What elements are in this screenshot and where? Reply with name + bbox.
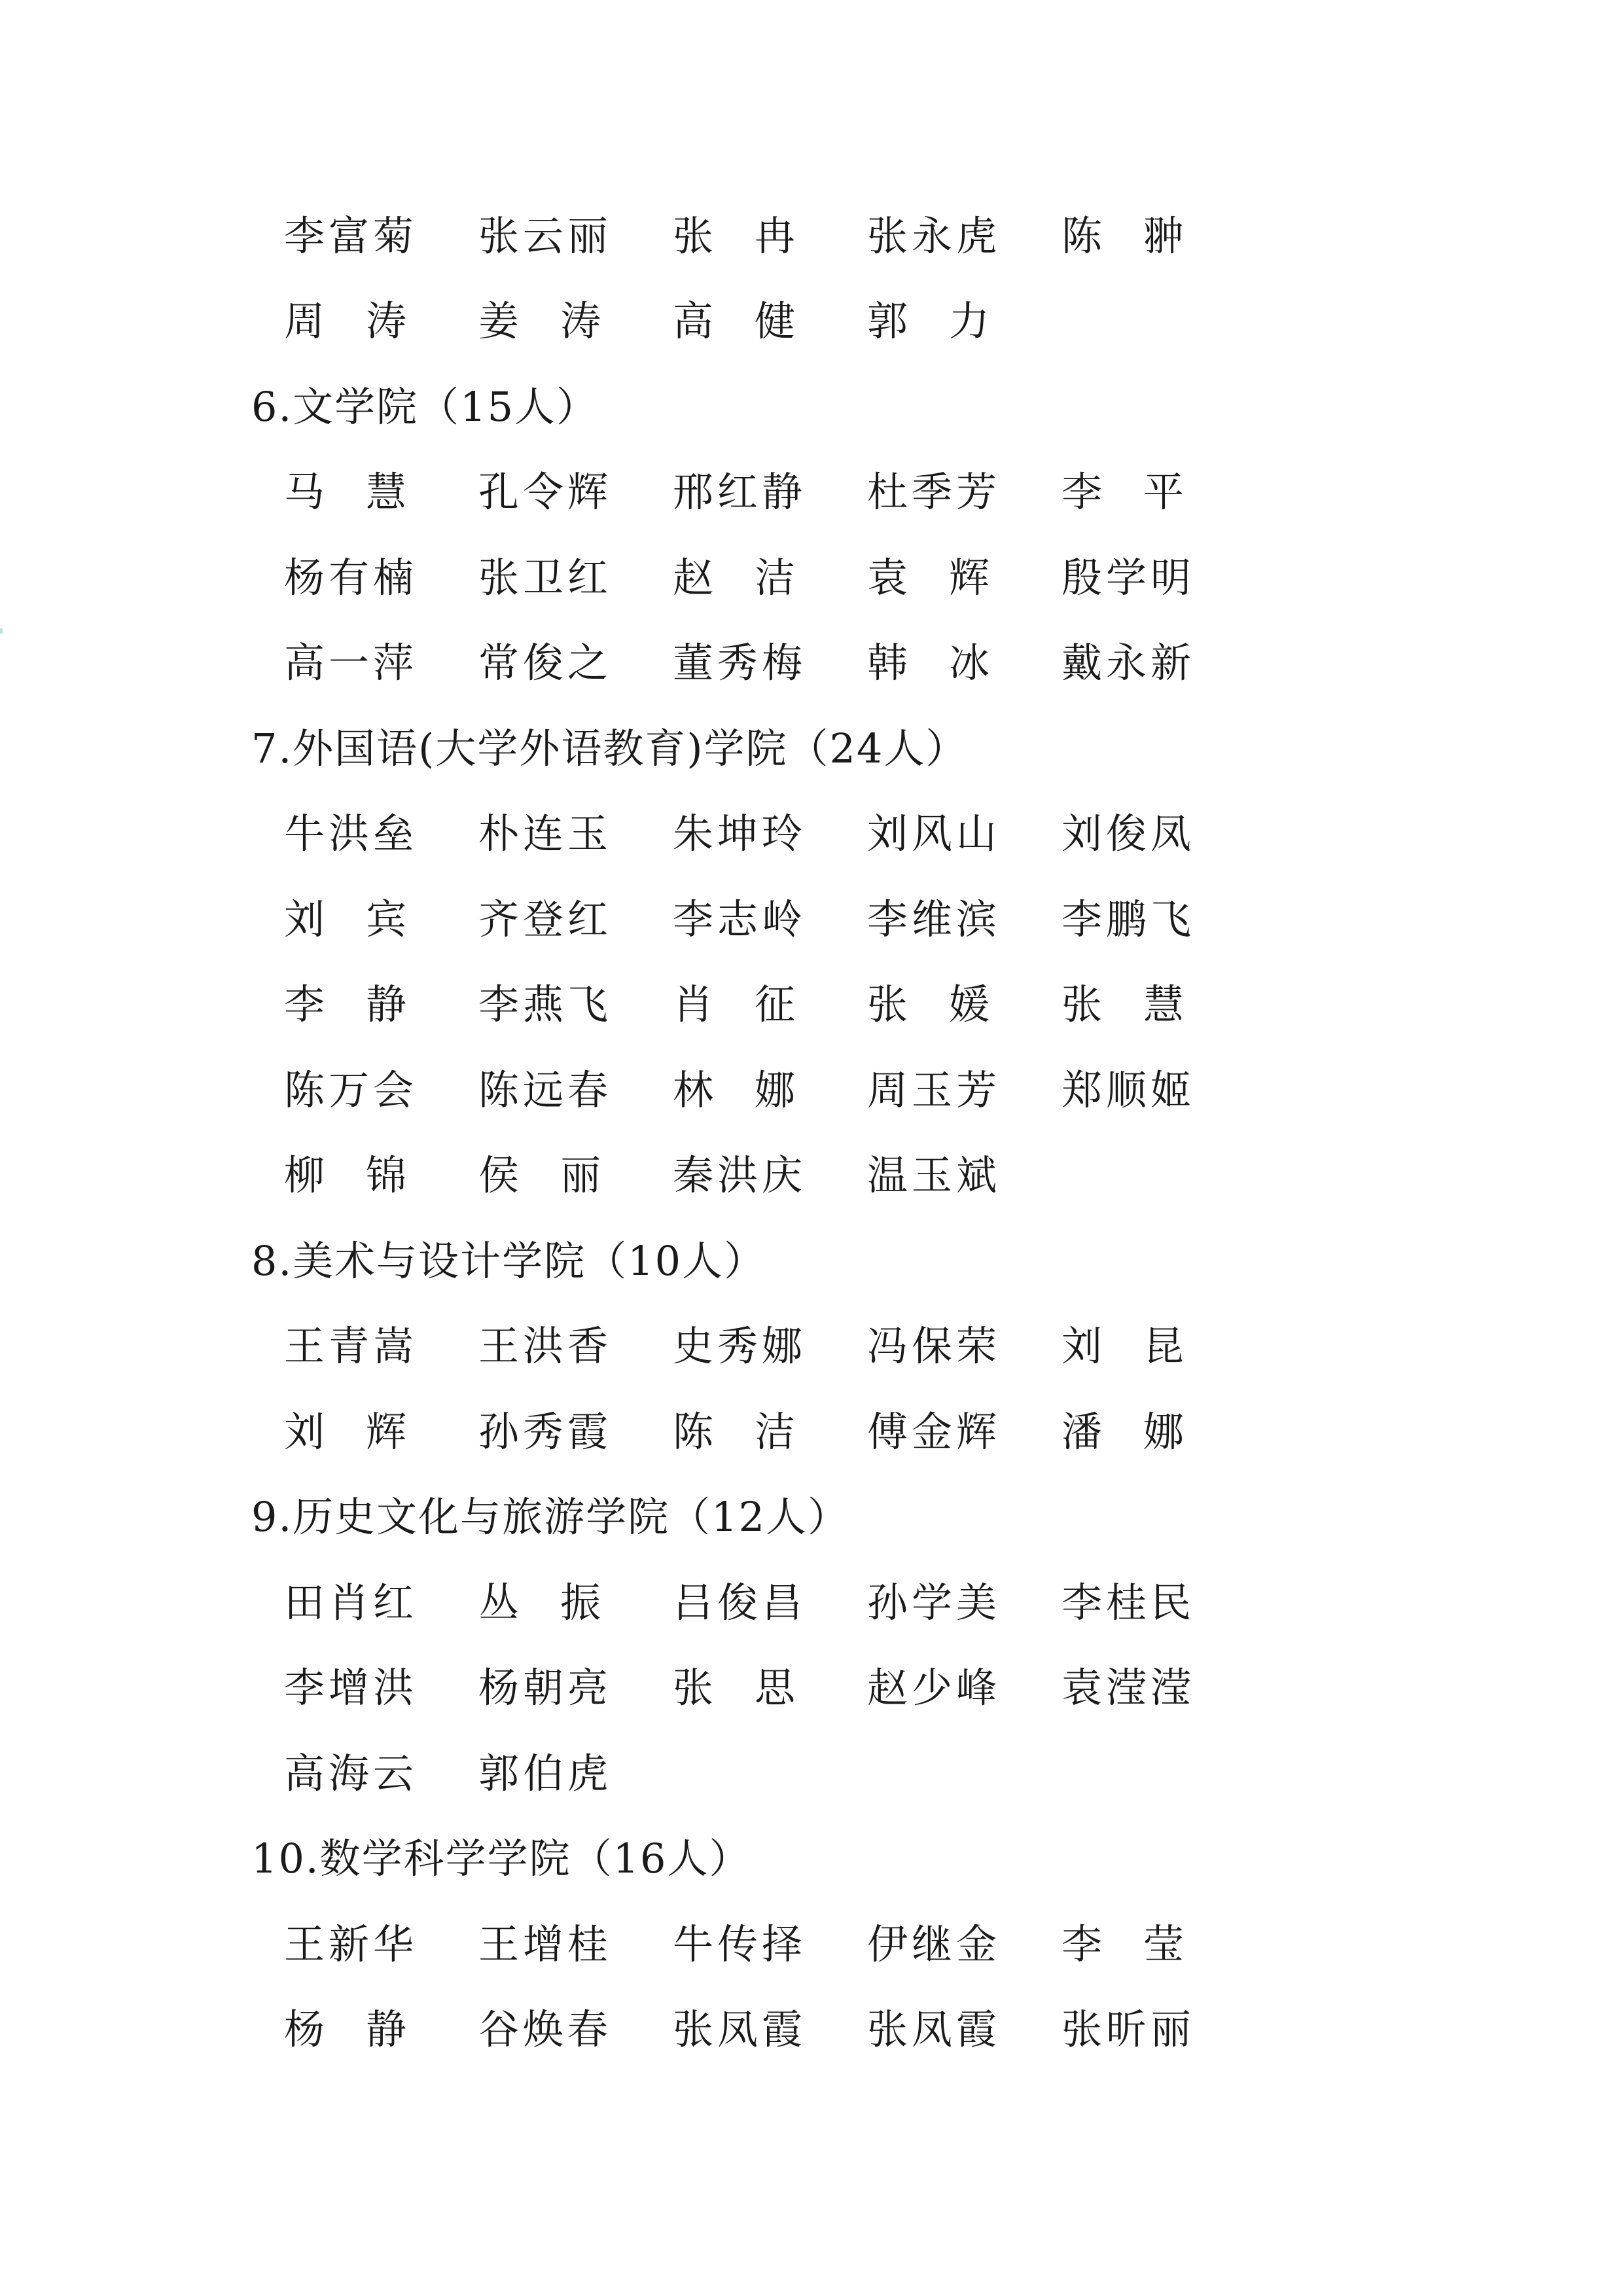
person-name: 田肖红 (284, 1578, 418, 1626)
person-name: 郭伯虎 (478, 1749, 613, 1797)
name-row (251, 1556, 1429, 1642)
person-name: 杜季芳 (867, 468, 1001, 516)
person-name: 孙秀霞 (478, 1407, 613, 1456)
person-name: 牛洪垒 (284, 810, 418, 858)
name-row (251, 1130, 1429, 1215)
person-name: 刘 昆 (1061, 1322, 1184, 1371)
person-name: 杨 静 (284, 2005, 406, 2054)
person-name: 邢红静 (673, 468, 807, 516)
person-name: 李志岭 (673, 895, 807, 943)
person-name: 杨朝亮 (478, 1664, 613, 1712)
person-name: 殷学明 (1061, 553, 1196, 601)
person-name: 张 思 (673, 1664, 795, 1712)
person-name: 张卫红 (478, 553, 613, 601)
person-name: 肖 征 (673, 980, 795, 1029)
person-name: 林 娜 (673, 1066, 795, 1114)
person-name: 傅金辉 (867, 1407, 1001, 1456)
person-name: 刘 宾 (284, 895, 406, 943)
person-name: 张昕丽 (1061, 2005, 1196, 2054)
person-name: 陈远春 (478, 1066, 613, 1114)
person-name: 袁滢滢 (1061, 1664, 1196, 1712)
person-name: 谷焕春 (478, 2005, 613, 2054)
person-name: 李富菊 (284, 211, 418, 260)
person-name: 张凤霞 (673, 2005, 807, 2054)
person-name: 陈 洁 (673, 1407, 795, 1456)
person-name: 李燕飞 (478, 980, 613, 1029)
person-name: 刘风山 (867, 810, 1001, 858)
person-name: 韩 冰 (867, 639, 990, 687)
person-name: 张云丽 (478, 211, 613, 260)
person-name: 姜 涛 (478, 297, 601, 346)
person-name: 陈 翀 (1061, 211, 1184, 260)
person-name: 赵少峰 (867, 1664, 1001, 1712)
person-name: 周 涛 (284, 297, 406, 346)
person-name: 秦洪庆 (673, 1151, 807, 1200)
section-heading: 6.文学院（15人） (251, 382, 599, 431)
person-name: 李 静 (284, 980, 406, 1029)
person-name: 郭 力 (867, 297, 990, 346)
person-name: 袁 辉 (867, 553, 990, 601)
section-heading: 9.历史文化与旅游学院（12人） (251, 1493, 850, 1541)
person-name: 郑顺姬 (1061, 1066, 1196, 1114)
person-name: 王增桂 (478, 1920, 613, 1968)
person-name: 张 慧 (1061, 980, 1184, 1029)
name-row (251, 446, 1429, 532)
name-row (251, 959, 1429, 1045)
person-name: 温玉斌 (867, 1151, 1001, 1200)
name-row (251, 788, 1429, 874)
name-row (251, 1642, 1429, 1728)
person-name: 伊继金 (867, 1920, 1001, 1968)
person-name: 高 健 (673, 297, 795, 346)
person-name: 孙学美 (867, 1578, 1001, 1626)
person-name: 戴永新 (1061, 639, 1196, 687)
person-name: 马 慧 (284, 468, 406, 516)
name-row (251, 276, 1429, 361)
name-list (251, 190, 1429, 2069)
person-name: 张 冉 (673, 211, 795, 260)
person-name: 王洪香 (478, 1322, 613, 1371)
person-name: 高海云 (284, 1749, 418, 1797)
name-row (251, 1898, 1429, 1984)
section-heading: 7.外国语(大学外语教育)学院（24人） (251, 724, 968, 772)
person-name: 高一萍 (284, 639, 418, 687)
name-row (251, 1984, 1429, 2070)
person-name: 李 平 (1061, 468, 1184, 516)
name-row (251, 1300, 1429, 1386)
person-name: 刘 辉 (284, 1407, 406, 1456)
person-name: 史秀娜 (673, 1322, 807, 1371)
person-name: 王青嵩 (284, 1322, 418, 1371)
name-row (251, 1727, 1429, 1813)
person-name: 侯 丽 (478, 1151, 601, 1200)
person-name: 孔令辉 (478, 468, 613, 516)
person-name: 赵 洁 (673, 553, 795, 601)
person-name: 周玉芳 (867, 1066, 1001, 1114)
scan-artifact (0, 628, 3, 634)
person-name: 朱坤玲 (673, 810, 807, 858)
person-name: 潘 娜 (1061, 1407, 1184, 1456)
person-name: 陈万会 (284, 1066, 418, 1114)
name-row (251, 190, 1429, 276)
person-name: 李 莹 (1061, 1920, 1184, 1968)
person-name: 刘俊凤 (1061, 810, 1196, 858)
person-name: 冯保荣 (867, 1322, 1001, 1371)
person-name: 张永虎 (867, 211, 1001, 260)
person-name: 常俊之 (478, 639, 613, 687)
person-name: 李鹏飞 (1061, 895, 1196, 943)
person-name: 王新华 (284, 1920, 418, 1968)
person-name: 牛传择 (673, 1920, 807, 1968)
person-name: 齐登红 (478, 895, 613, 943)
person-name: 吕俊昌 (673, 1578, 807, 1626)
person-name: 张凤霞 (867, 2005, 1001, 2054)
name-row (251, 531, 1429, 617)
person-name: 李维滨 (867, 895, 1001, 943)
person-name: 张 媛 (867, 980, 990, 1029)
name-row (251, 873, 1429, 959)
name-row (251, 1386, 1429, 1471)
name-row (251, 617, 1429, 703)
person-name: 丛 振 (478, 1578, 601, 1626)
person-name: 柳 锦 (284, 1151, 406, 1200)
person-name: 杨有楠 (284, 553, 418, 601)
section-heading: 10.数学科学学院（16人） (251, 1835, 751, 1883)
person-name: 李桂民 (1061, 1578, 1196, 1626)
person-name: 董秀梅 (673, 639, 807, 687)
name-row (251, 1044, 1429, 1130)
section-heading: 8.美术与设计学院（10人） (251, 1236, 766, 1285)
person-name: 朴连玉 (478, 810, 613, 858)
person-name: 李增洪 (284, 1664, 418, 1712)
